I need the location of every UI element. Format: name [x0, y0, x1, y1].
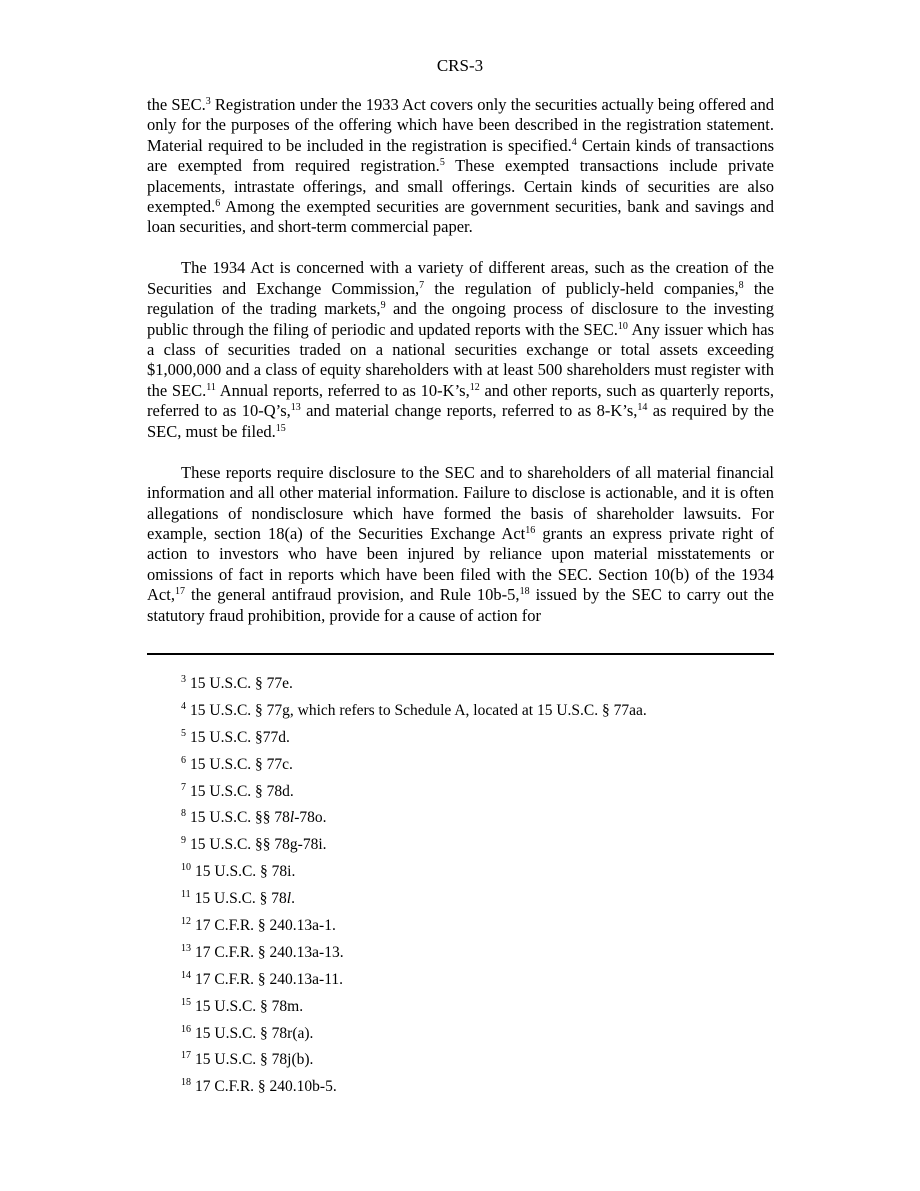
footnote-citation: l — [289, 809, 295, 827]
footnote-number: 4 — [181, 700, 186, 712]
paragraph-text: the regulation of publicly-held companies, — [424, 278, 739, 298]
footnote-number: 16 — [181, 1023, 191, 1035]
footnote-number: 10 — [181, 862, 191, 874]
paragraph-text: Registration under the 1933 Act covers only the securities actually being offered and only for the purposes of the offering which have been described in the registration statement. Material required to be included in the registration is specified. — [147, 95, 775, 155]
footnote-citation: . — [291, 890, 295, 908]
footnote — [181, 1051, 771, 1069]
footnote-citation: 15 U.S.C. §§ 78 — [190, 809, 290, 827]
footnote-citation: 15 U.S.C. § 77c. — [190, 755, 293, 773]
footnote-number: 8 — [181, 808, 186, 820]
footnote — [181, 944, 771, 962]
footnote-number: 5 — [181, 727, 186, 739]
footnote-citation: l — [286, 890, 292, 908]
footnote-citation: 15 U.S.C. § 78i. — [195, 863, 296, 881]
footnote-reference: 8 — [738, 279, 744, 291]
footnote-reference: 5 — [439, 157, 445, 169]
paragraph-text: These reports require disclosure to the SEC and to shareholders of all material financial information and all other material information. Failure to disclose is actionable, and it is often allegations of nondisclosure which have formed the basis of shareholder lawsuits. For example, section 18(a) of the Securities Exchange Act — [147, 462, 774, 543]
footnote-number: 13 — [181, 942, 191, 954]
paragraph-text: These exempted transactions include private placements, intrastate offerings, and small offerings. Certain kinds of securities are also exempted. — [147, 156, 774, 217]
footnote-reference: 9 — [380, 300, 386, 312]
paragraph-text: Annual reports, referred to as 10-K’s, — [215, 380, 470, 400]
footnote-citation: 15 U.S.C. § 78 — [194, 890, 287, 908]
footnote-divider — [147, 653, 774, 655]
footnote — [181, 890, 771, 908]
paragraph-text: Any issuer which has a class of securities traded on a national securities exchange or total assets exceeding $1,000,000 and a class of equity shareholders with at least 500 shareholders must register with the SEC. — [147, 319, 774, 400]
footnote-citation: 15 U.S.C. § 77e. — [190, 675, 293, 692]
paragraph-text: and material change reports, referred to as 8-K’s, — [300, 401, 638, 421]
footnote-citation: 15 U.S.C. § 78d. — [190, 782, 294, 800]
page-header: CRS-3 — [436, 56, 484, 75]
paragraph-text: and the ongoing process of disclosure to the investing public through the filing of periodic and updated reports with the SEC. — [147, 299, 775, 339]
footnote-reference: 18 — [519, 586, 530, 598]
footnote — [181, 675, 771, 693]
body-paragraph — [147, 258, 774, 442]
body-paragraph — [147, 95, 774, 238]
footnote-number: 7 — [181, 781, 186, 793]
footnote — [181, 702, 771, 720]
paragraph-text: Among the exempted securities are government securities, bank and savings and loan securities, and short-term commercial paper. — [147, 197, 774, 237]
footnote — [181, 917, 771, 935]
footnote-number: 6 — [181, 754, 186, 766]
paragraph-text: grants an express private right of action to investors who have been injured by reliance upon material misstatements or omissions of fact in reports which have been filed with the SEC. Section 10(b) of the 1934 Act, — [147, 523, 774, 605]
footnote-number: 17 — [181, 1050, 191, 1062]
footnote-citation: 17 C.F.R. § 240.13a-1. — [195, 917, 336, 935]
paragraph-text: as required by the SEC, must be filed. — [147, 401, 774, 441]
footnote-reference: 17 — [174, 586, 185, 598]
footnote — [181, 863, 771, 881]
footnote-reference: 10 — [617, 320, 628, 332]
footnote — [181, 1025, 771, 1043]
footnote-number: 12 — [181, 916, 191, 928]
footnote-reference: 3 — [205, 96, 211, 107]
footnotes — [181, 675, 771, 1105]
footnote — [181, 756, 771, 774]
footnote-citation: 17 C.F.R. § 240.13a-11. — [195, 970, 344, 988]
footnote-number: 14 — [181, 969, 191, 981]
footnote-reference: 14 — [637, 402, 648, 414]
footnote-citation: -78o. — [294, 809, 327, 827]
body-paragraph — [147, 463, 774, 626]
footnote-number: 15 — [181, 996, 191, 1008]
paragraph-text: issued by the SEC to carry out the statutory fraud prohibition, provide for a cause of action for — [147, 585, 775, 625]
footnote — [181, 836, 771, 854]
body-text — [147, 95, 774, 626]
footnote-reference: 7 — [419, 279, 425, 291]
footnote-number: 18 — [181, 1077, 191, 1089]
footnote-citation: 17 C.F.R. § 240.13a-13. — [195, 943, 344, 961]
footnote-reference: 15 — [275, 422, 286, 434]
paragraph-text: Certain kinds of transactions are exempted from required registration. — [147, 135, 774, 176]
paragraph-text: the general antifraud provision, and Rule 10b-5, — [184, 585, 520, 605]
footnote — [181, 783, 771, 801]
footnote-reference: 4 — [571, 136, 577, 148]
paragraph-text: the SEC. — [147, 95, 206, 114]
paragraph-text: the regulation of the trading markets, — [147, 278, 774, 319]
footnote-reference: 6 — [215, 198, 221, 210]
footnote-reference: 12 — [469, 381, 480, 393]
footnote-citation: 15 U.S.C. §§ 78g-78i. — [190, 836, 327, 854]
footnote-reference: 13 — [290, 402, 301, 414]
footnote-number: 11 — [181, 889, 191, 901]
footnote-number: 3 — [181, 674, 186, 685]
footnote-citation: 15 U.S.C. § 78m. — [195, 997, 304, 1015]
footnote-citation: 15 U.S.C. §77d. — [190, 728, 290, 746]
footnote — [181, 971, 771, 989]
footnote-number: 9 — [181, 835, 186, 847]
footnote — [181, 1078, 771, 1096]
footnote-citation: 15 U.S.C. § 78j(b). — [195, 1051, 314, 1069]
footnote-citation: 17 C.F.R. § 240.10b-5. — [195, 1078, 337, 1096]
footnote-reference: 16 — [525, 524, 536, 536]
footnote — [181, 809, 771, 827]
paragraph-text: and other reports, such as quarterly reports, referred to as 10-Q’s, — [147, 380, 774, 421]
footnote — [181, 729, 771, 747]
footnote-citation: 15 U.S.C. § 78r(a). — [195, 1024, 314, 1042]
footnote-citation: 15 U.S.C. § 77g, which refers to Schedule A, located at 15 U.S.C. § 77aa. — [190, 701, 647, 719]
footnote — [181, 998, 771, 1016]
footnote-reference: 11 — [206, 381, 216, 393]
paragraph-text: The 1934 Act is concerned with a variety of different areas, such as the creation of the Securities and Exchange Commission, — [147, 258, 774, 298]
